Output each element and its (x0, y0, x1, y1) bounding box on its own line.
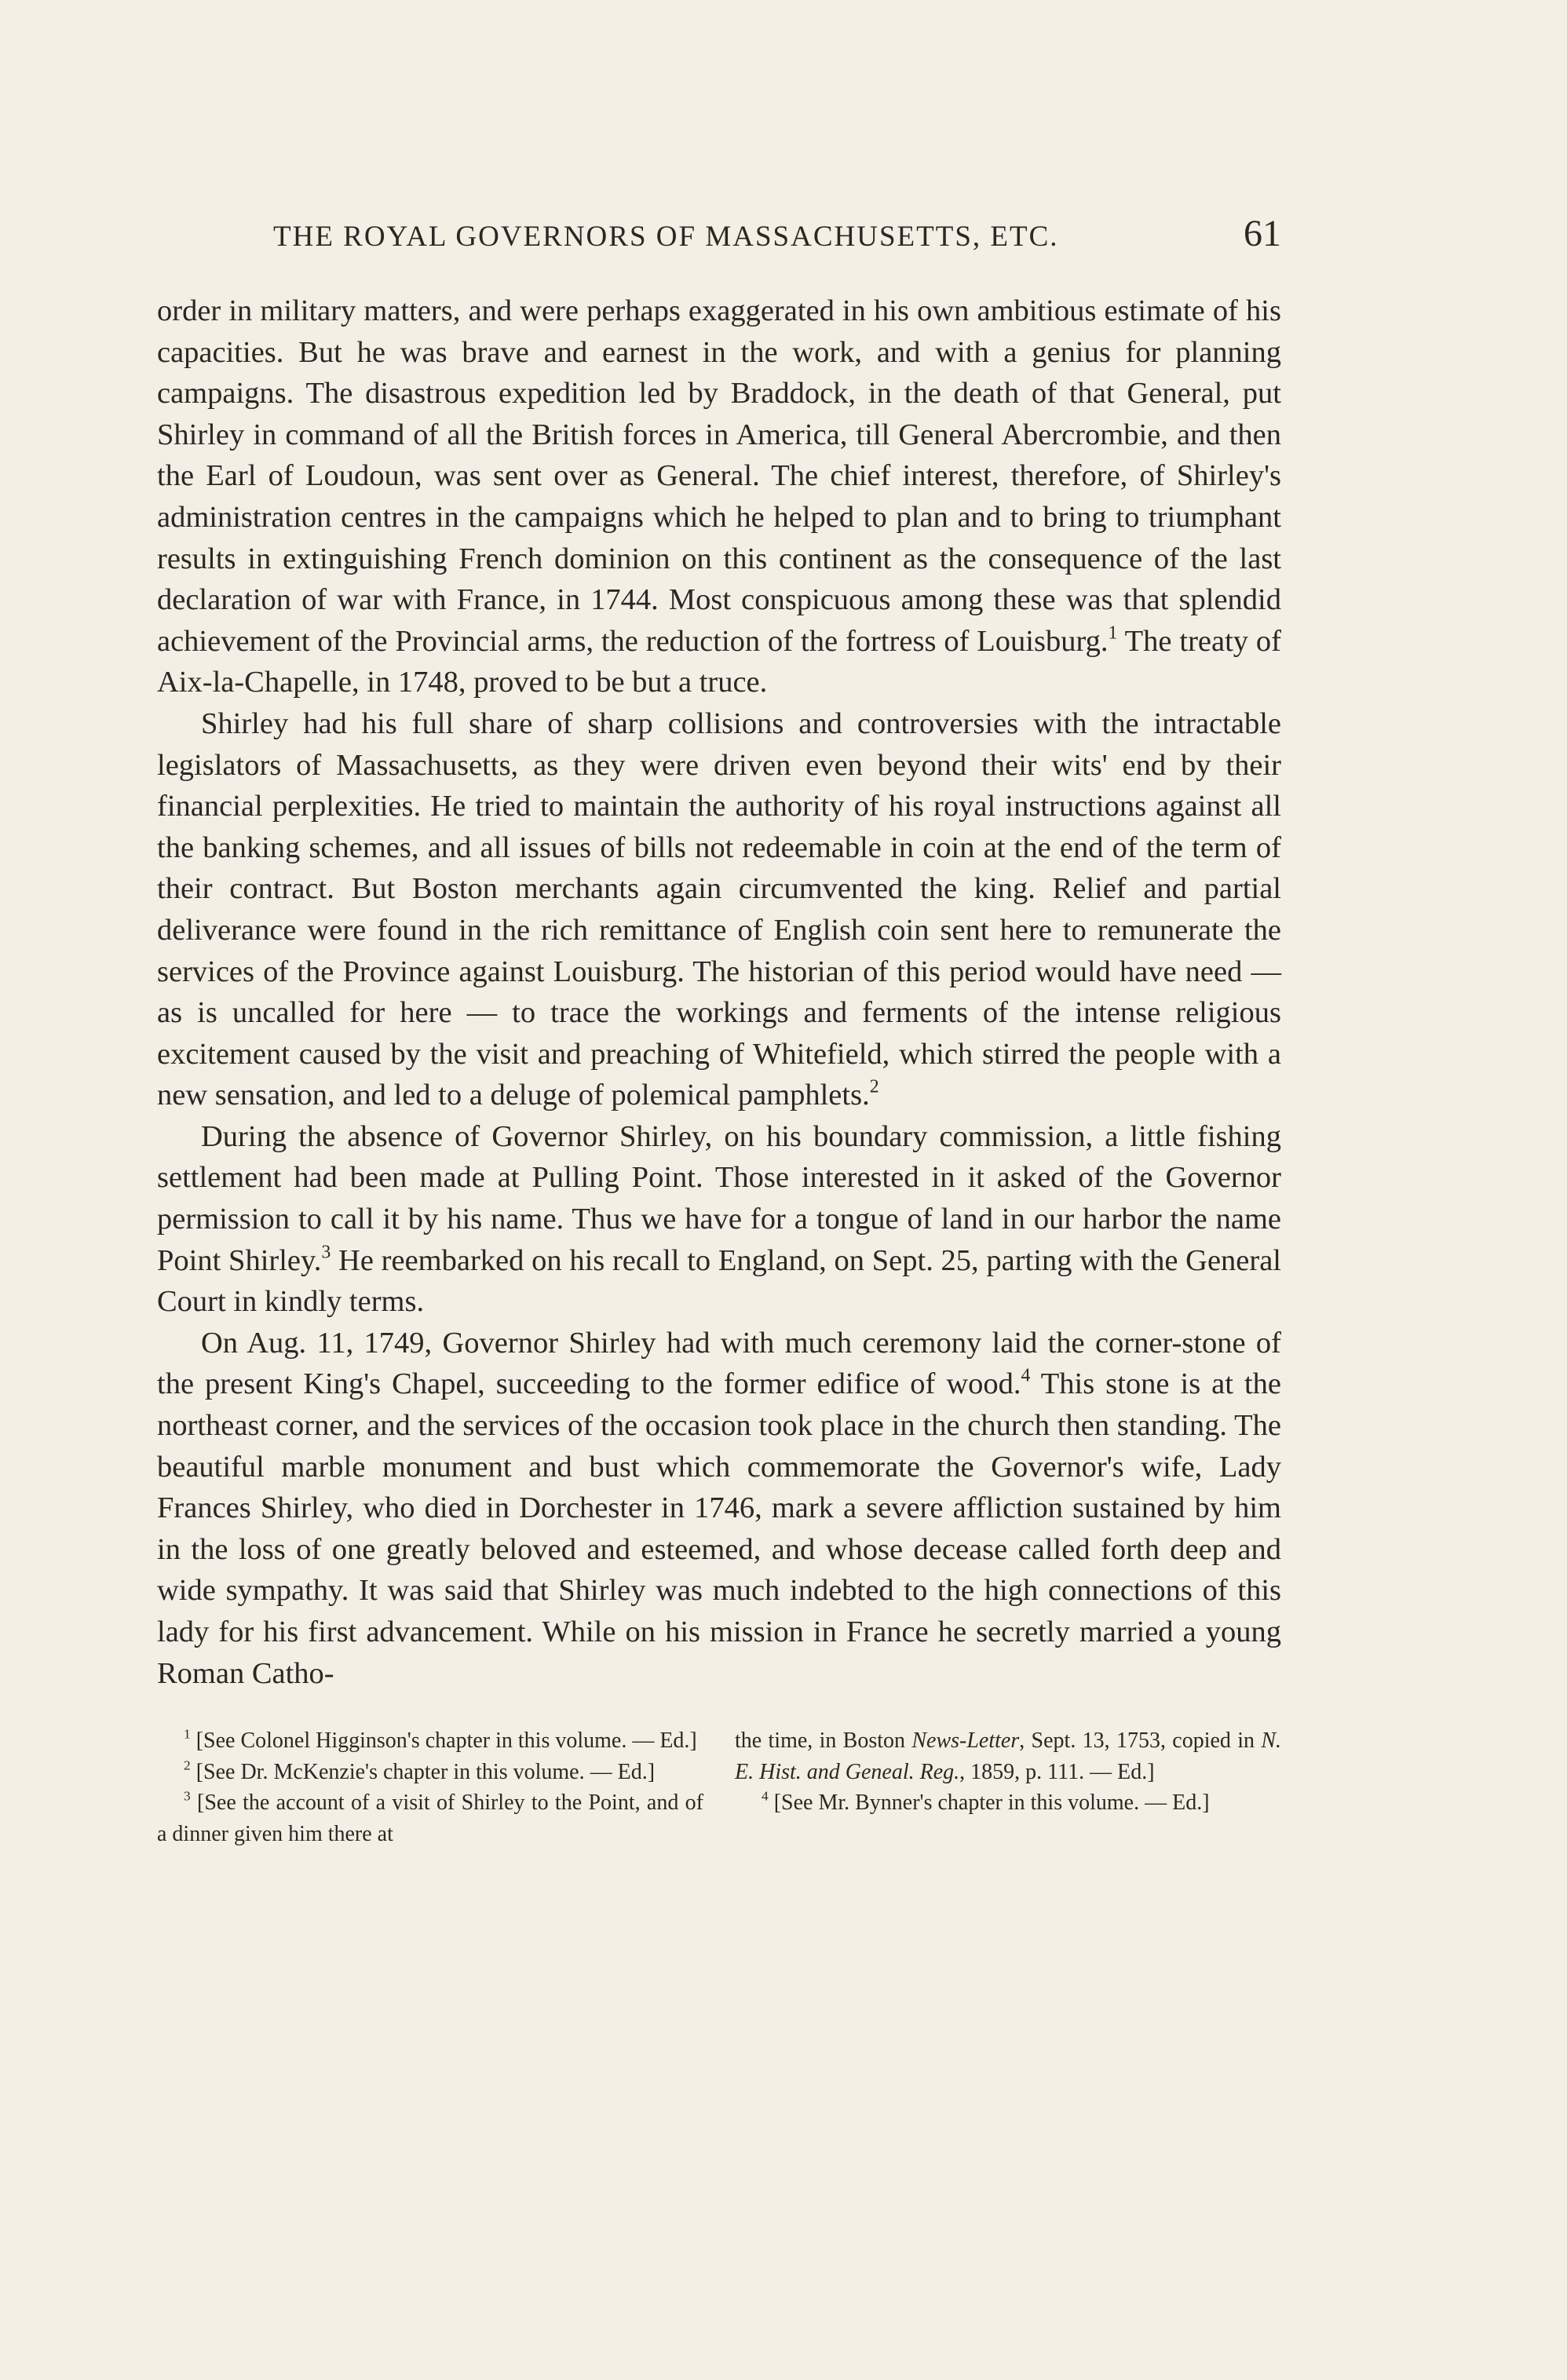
footnote-ref-3: 3 (321, 1242, 331, 1263)
paragraph-3-text: During the absence of Governor Shirley, on his boundary commission, a little fishing settlement had been made at Pulling Point. Those interested in it asked of the Governor permission to call it by his name. Thus we have for a tongue of land in our harbor the name Point Shirley. (157, 1119, 1281, 1277)
footnotes (157, 1725, 1281, 1849)
footnote-4-number: 4 (762, 1788, 769, 1804)
paragraph-3-tail: He reembarked on his recall to England, on Sept. 25, parting with the General Court in kindly terms. (157, 1243, 1281, 1319)
footnote-4 (735, 1787, 1281, 1819)
footnote-ref-2: 2 (869, 1076, 879, 1097)
footnotes-left-column (157, 1725, 703, 1849)
footnote-3-cont-a: the time, in Boston (735, 1728, 912, 1754)
page (157, 212, 1281, 1849)
running-head-title: THE ROYAL GOVERNORS OF MASSACHUSETTS, ETC. (273, 221, 1059, 253)
body-text (157, 290, 1281, 1694)
paragraph-1 (157, 290, 1281, 703)
footnote-2-number: 2 (184, 1758, 191, 1773)
footnote-1 (157, 1725, 703, 1757)
running-head (273, 212, 1281, 262)
footnote-ref-1: 1 (1108, 622, 1118, 644)
footnote-ref-4: 4 (1021, 1365, 1031, 1386)
paragraph-4 (157, 1323, 1281, 1694)
footnote-3-text: [See the account of a visit of Shirley to the Point, and of a dinner given him there at (157, 1790, 703, 1846)
footnote-1-number: 1 (184, 1726, 191, 1742)
paragraph-2-text: Shirley had his full share of sharp collisions and controversies with the intractable legislators of Massachusetts, as they were driven even beyond their wits' end by their financial perplexities. He tried to maintain the authority of his royal instructions against all the banking schemes, and all issues of bills not redeemable in coin at the end of the term of their contract. But Boston merchants again circumvented the king. Relief and partial deliverance were found in the rich remittance of English coin sent here to remunerate the services of the Province against Louisburg. The historian of this period would have need — as is uncalled for here — to trace the workings and ferments of the intense religious excitement caused by the visit and preaching of Whitefield, which stirred the people with a new sensation, and led to a deluge of polemical pamphlets. (157, 706, 1281, 1112)
footnote-2-text: [See Dr. McKenzie's chapter in this volume. — Ed.] (195, 1759, 656, 1784)
paragraph-1-tail: The treaty of Aix-la-Chapelle, in 1748, proved to be but a truce. (157, 624, 1282, 699)
footnote-2 (157, 1757, 703, 1788)
footnote-3-cont-c: , 1859, p. 111. — Ed.] (959, 1759, 1155, 1784)
footnote-3-register: N. E. Hist. and Geneal. Reg. (735, 1728, 1281, 1784)
paragraph-4-tail: This stone is at the northeast corner, and the services of the occasion took place in the church then standing. The beautiful marble monument and bust which commemorate the Governor's wife, Lady Frances Shirley, who died in Dorchester in 1746, mark a severe affliction sustained by him in the loss of one greatly beloved and esteemed, and whose decease called forth deep and wide sympathy. It was said that Shirley was much indebted to the high connections of this lady for his first advancement. While on his mission in France he secretly married a young Roman Catho- (157, 1367, 1281, 1690)
footnotes-right-column (735, 1725, 1281, 1849)
footnote-4-text: [See Mr. Bynner's chapter in this volume. — Ed.] (773, 1790, 1210, 1816)
paragraph-4-text: On Aug. 11, 1749, Governor Shirley had with much ceremony laid the corner-stone of the present King's Chapel, succeeding to the former edifice of wood. (157, 1326, 1281, 1401)
footnote-3 (157, 1787, 703, 1849)
page-number: 61 (1244, 213, 1281, 254)
paragraph-3 (157, 1116, 1281, 1323)
paragraph-1-text: order in military matters, and were perhaps exaggerated in his own ambitious estimate of his capacities. But he was brave and earnest in the work, and with a genius for planning campaigns. The disastrous expedition led by Braddock, in the death of that General, put Shirley in command of all the British forces in America, till General Abercrombie, and then the Earl of Loudoun, was sent over as General. The chief interest, therefore, of Shirley's administration centres in the campaigns which he helped to plan and to bring to triumphant results in extinguishing French dominion on this continent as the consequence of the last declaration of war with France, in 1744. Most conspicuous among these was that splendid achievement of the Provincial arms, the reduction of the fortress of Louisburg. (157, 294, 1281, 658)
footnote-3-cont-b: , Sept. 13, 1753, copied in (1019, 1728, 1262, 1754)
paragraph-2 (157, 703, 1281, 1116)
footnote-1-text: [See Colonel Higginson's chapter in this volume. — Ed.] (195, 1728, 697, 1754)
footnote-3-number: 3 (184, 1788, 191, 1804)
footnote-3-continued (735, 1725, 1281, 1787)
footnote-3-newspaper: News-Letter (911, 1728, 1020, 1754)
